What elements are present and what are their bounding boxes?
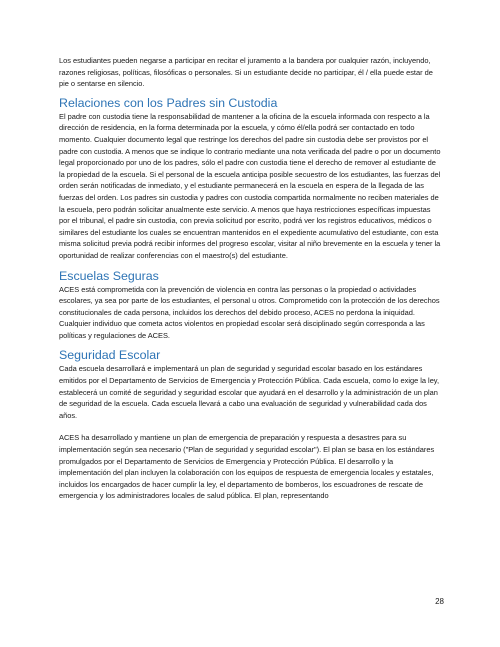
relaciones-paragraph: El padre con custodia tiene la responsabilidad de mantener a la oficina de la escuela informada con respecto a la dirección de residencia, en la forma determinada por la escuela, y cómo él/ella podrá ser contactado en todo momento. Cualquier documento legal que restringe los derechos del padre sin custodia debe ser provistos por el padre con custodia. A menos que se indique lo contrario mediante una nota verificada del padre o por un documento legal proporcionado por uno de los padres, sólo el padre con custodia tiene el derecho de remover al estudiante de la propiedad de la escuela. Si el personal de la escuela anticipa posible secuestro de los estudiantes, las fuerzas del orden serán notificadas de inmediato, y el estudiante permanecerá en la escuela en espera de la llegada de las fuerzas del orden. Los padres sin custodia y padres con custodia compartida normalmente no reciben materiales de la escuela, pero podrán solicitar anualmente este servicio. A menos que haya restricciones específicas impuestas por el tribunal, el padre sin custodia, con previa solicitud por escrito, podrá ver los registros educativos, médicos o similares del estudiante los cuales se encuentran mantenidos en el expediente acumulativo del estudiante, con esta misma solicitud previa podrá recibir informes del progreso escolar, visitar al niño brevemente en la escuela y tener la oportunidad de realizar conferencias con el maestro(s) del estudiante.: [59, 111, 441, 260]
section-heading-relaciones: Relaciones con los Padres sin Custodia: [59, 95, 278, 110]
section-heading-escuelas-seguras: Escuelas Seguras: [59, 268, 159, 283]
document-page: [59, 55, 442, 502]
section-heading-seguridad-escolar: Seguridad Escolar: [59, 348, 161, 363]
seguridad-escolar-paragraph-1: Cada escuela desarrollará e implementará un plan de seguridad y seguridad escolar basado en los estándares emitidos por el Departamento de Servicios de Emergencia y Protección Pública. Cada escuela, como lo exige la ley, establecerá un comité de seguridad y seguridad escolar que ayudará en el desarrollo y la administración de un plan de seguridad de la escuela. Cada escuela llevará a cabo una evaluación de seguridad y vulnerabilidad cada dos años.: [59, 364, 440, 420]
page-number: 28: [435, 597, 444, 606]
pledge-paragraph: Los estudiantes pueden negarse a participar en recitar el juramento a la bandera por cualquier razón, incluyendo, razones religiosas, políticas, filosóficas o personales. Si un estudiante decide no participar, él / ella puede estar de pie o sentarse en silencio.: [59, 56, 433, 89]
escuelas-seguras-paragraph: ACES está comprometida con la prevención de violencia en contra las personas o la propiedad o actividades escolares, ya sea por parte de los estudiantes, el personal u otros. Comprometido con la protección de los derechos constitucionales de cada persona, incluidos los derechos del debido proceso, ACES no perdona la iniquidad. Cualquier individuo que cometa actos violentos en propiedad escolar será disciplinado según corresponda a las políticas y regulaciones de ACES.: [59, 284, 440, 340]
seguridad-escolar-paragraph-2: ACES ha desarrollado y mantiene un plan de emergencia de preparación y respuesta a desastres para su implementación según sea necesario ("Plan de seguridad y seguridad escolar"). El plan se basa en los estándares promulgados por el Departamento de Servicios de Emergencia y Protección Pública. El desarrollo y la implementación del plan incluyen la colaboración con los equipos de respuesta de emergencia locales y estatales, incluidos los encargados de hacer cumplir la ley, el departamento de bomberos, los escuadrones de rescate de emergencia y los administradores locales de salud pública. El plan, representando: [59, 433, 435, 501]
